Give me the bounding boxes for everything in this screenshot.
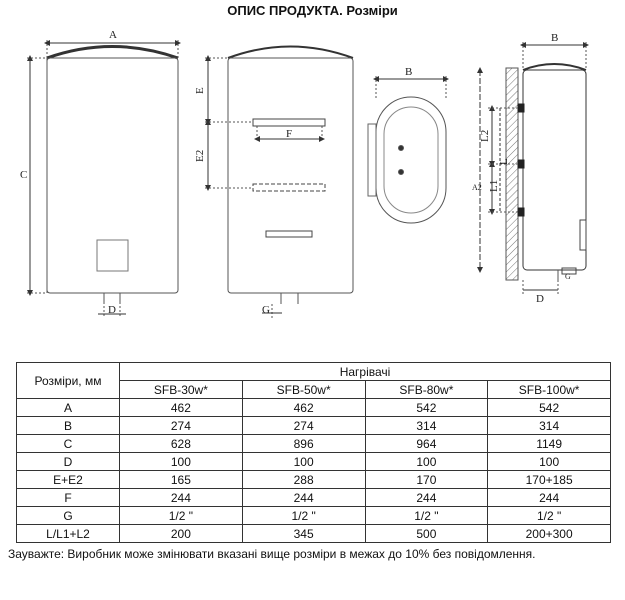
value-cell: 1149	[488, 435, 611, 453]
value-cell: 100	[488, 453, 611, 471]
value-cell: 165	[120, 471, 243, 489]
value-cell: 200+300	[488, 525, 611, 543]
value-cell: 244	[365, 489, 488, 507]
dim-label-b-side: B	[551, 32, 559, 44]
row-label-cell: F	[17, 489, 120, 507]
table-row	[17, 453, 611, 471]
table-row	[17, 417, 611, 435]
value-cell: 100	[242, 453, 365, 471]
row-label-cell: D	[17, 453, 120, 471]
value-cell: 462	[120, 399, 243, 417]
table-row	[17, 399, 611, 417]
value-cell: 274	[242, 417, 365, 435]
dim-label-b-top: B	[405, 66, 413, 78]
dim-label-a: A	[109, 29, 117, 41]
dim-label-e: E	[194, 87, 206, 94]
wall	[506, 68, 518, 280]
top-view	[368, 76, 446, 223]
dim-label-d-side: D	[536, 293, 544, 305]
middle-mount-bracket	[253, 184, 325, 191]
dim-label-a2: A2	[472, 183, 482, 192]
dim-label-l2: L2	[479, 129, 491, 142]
value-cell: 288	[242, 471, 365, 489]
value-cell: 170	[365, 471, 488, 489]
dim-label-f: F	[286, 128, 293, 140]
value-cell: 896	[242, 435, 365, 453]
top-mount-bracket	[253, 119, 325, 126]
value-cell: 100	[365, 453, 488, 471]
value-cell: 500	[365, 525, 488, 543]
row-label-cell: A	[17, 399, 120, 417]
value-cell: 314	[365, 417, 488, 435]
value-cell: 542	[365, 399, 488, 417]
table-row	[17, 435, 611, 453]
value-cell: 462	[242, 399, 365, 417]
row-label-cell: E+E2	[17, 471, 120, 489]
value-cell: 1/2 "	[120, 507, 243, 525]
value-cell: 244	[242, 489, 365, 507]
table-row	[17, 489, 611, 507]
value-cell: 244	[120, 489, 243, 507]
dim-label-g: G	[262, 304, 270, 316]
value-cell: 100	[120, 453, 243, 471]
disclaimer-note: Зауважте: Виробник може змінювати вказані вище розміри в межах до 10% без повідомлення.	[8, 547, 536, 561]
row-header-cell: Розміри, мм	[17, 363, 120, 399]
value-cell: 314	[488, 417, 611, 435]
model-header-cell: SFB-100w*	[488, 381, 611, 399]
dimensions-table-body	[17, 363, 611, 543]
side-view	[480, 42, 586, 296]
value-cell: 542	[488, 399, 611, 417]
value-cell: 1/2 "	[365, 507, 488, 525]
value-cell: 170+185	[488, 471, 611, 489]
value-cell: 345	[242, 525, 365, 543]
value-cell: 964	[365, 435, 488, 453]
value-cell: 1/2 "	[488, 507, 611, 525]
control-panel	[97, 240, 128, 271]
dim-label-l: L	[498, 158, 510, 165]
dimensions-table	[16, 362, 611, 543]
table-row	[17, 507, 611, 525]
table-header-row-group	[17, 363, 611, 381]
row-label-cell: C	[17, 435, 120, 453]
value-cell: 274	[120, 417, 243, 435]
dim-label-g-side: G	[565, 272, 571, 281]
value-cell: 628	[120, 435, 243, 453]
group-header-cell: Нагрівачі	[120, 363, 611, 381]
model-header-cell: SFB-80w*	[365, 381, 488, 399]
model-header-cell: SFB-30w*	[120, 381, 243, 399]
row-label-cell: G	[17, 507, 120, 525]
dim-label-e2: E2	[194, 149, 206, 162]
back-view	[205, 47, 353, 319]
row-label-cell: B	[17, 417, 120, 435]
page-title: ОПИС ПРОДУКТА. Розміри	[227, 3, 398, 18]
value-cell: 200	[120, 525, 243, 543]
value-cell: 1/2 "	[242, 507, 365, 525]
table-row	[17, 525, 611, 543]
row-label-cell: L/L1+L2	[17, 525, 120, 543]
dim-label-c: C	[20, 169, 28, 181]
table-row	[17, 471, 611, 489]
model-header-cell: SFB-50w*	[242, 381, 365, 399]
value-cell: 244	[488, 489, 611, 507]
bottom-mount-bracket	[266, 231, 312, 237]
dim-label-l1: L1	[488, 179, 500, 192]
front-view	[27, 40, 178, 318]
dim-label-d: D	[108, 304, 116, 316]
